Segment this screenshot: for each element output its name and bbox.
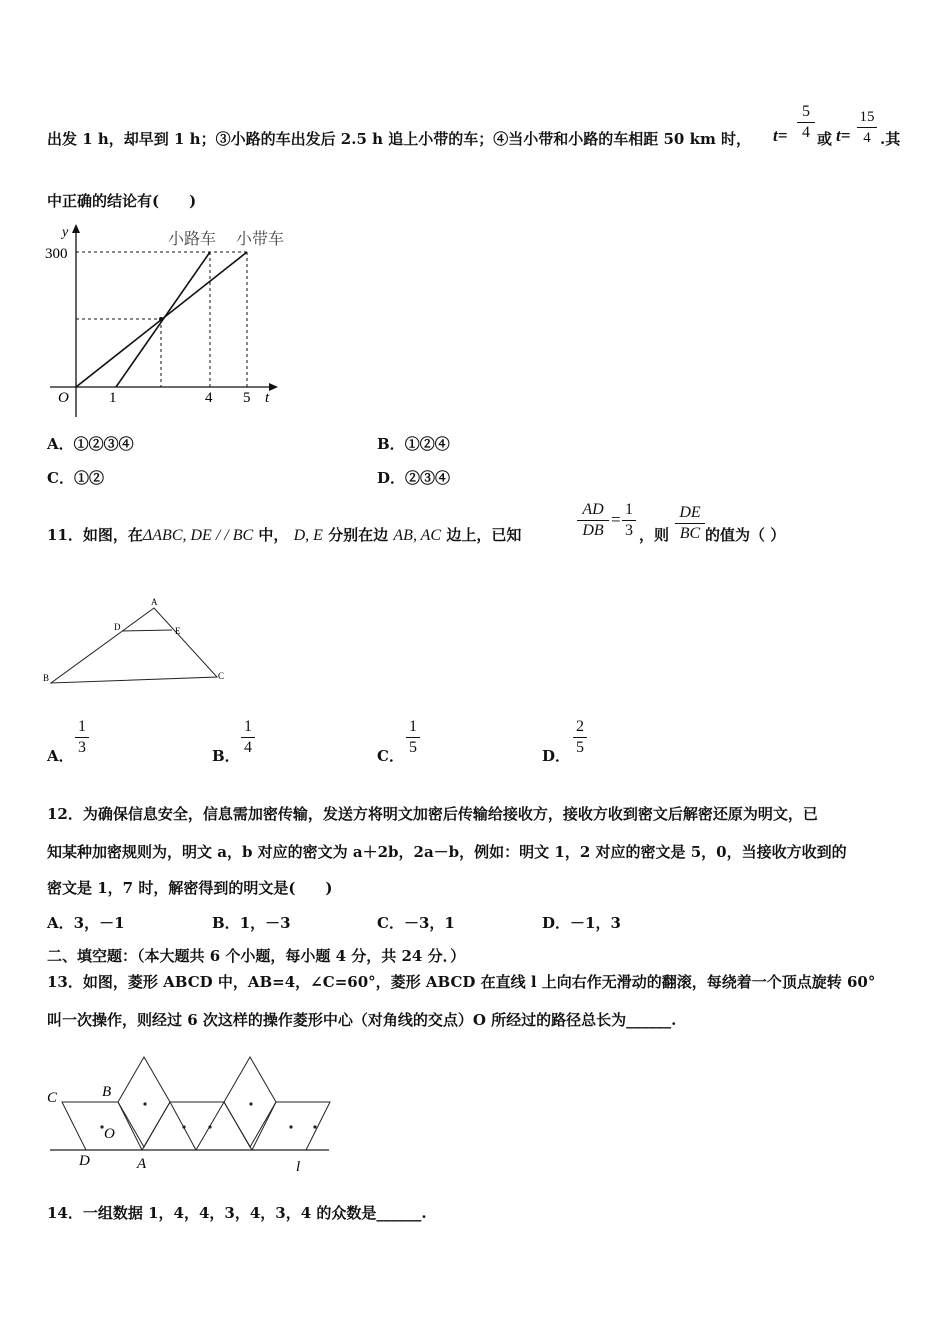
center-6 (289, 1125, 292, 1128)
fraction-de-bc: $\frac{DE}{BC}$ (675, 503, 705, 544)
label-a: A (137, 1156, 147, 1172)
q11-option-d-fraction: $\frac{2}{5}$ (573, 717, 587, 758)
section-2-heading: 二、填空题：（本大题共 6 个小题，每小题 4 分，共 24 分．） (47, 947, 466, 965)
q12-option-b[interactable]: B．1，－3 (212, 914, 291, 932)
origin-label: O (58, 390, 69, 406)
q12-line1: 12．为确保信息安全，信息需加密传输，发送方将明文加密后传输给接收方，接收方收到密文后解密还原为明文，已 (47, 805, 818, 823)
fraction-15-4: $\frac{15}{4}$ (857, 107, 877, 148)
q11-option-a[interactable]: A． (47, 747, 74, 765)
q10-option-d[interactable]: D．②③④ (377, 469, 451, 487)
q10-line1 (47, 128, 751, 149)
q12-line3: 密文是 1，7 时，解密得到的明文是( ) (47, 879, 333, 897)
q14-line1: 14．一组数据 1，4，4，3，4，3，4 的众数是______. (47, 1204, 427, 1222)
t-label-2: t= (836, 126, 851, 145)
y-tick-300: 300 (45, 246, 68, 262)
center-2 (143, 1102, 146, 1105)
fraction-ad-db: $\frac{AD}{DB}$ (577, 500, 609, 541)
q10-option-b[interactable]: B．①②④ (377, 435, 450, 453)
x-tick-4: 4 (205, 390, 213, 406)
q12-line2: 知某种加密规则为，明文 a，b 对应的密文为 a＋2b，2a－b，例如：明文 1，2 对应的密文是 5，0，当接收方收到的 (47, 843, 847, 861)
center-3 (182, 1125, 185, 1128)
q10-option-a[interactable]: A．①②③④ (47, 435, 134, 453)
q12-option-c[interactable]: C．－3，1 (377, 914, 455, 932)
distance-time-graph (40, 222, 300, 422)
q10-line2: 中正确的结论有( ) (47, 192, 197, 210)
label-e: E (175, 626, 181, 636)
x-tick-1: 1 (109, 390, 117, 406)
fraction-1-3: $\frac{1}{3}$ (622, 500, 636, 541)
label-b: B (102, 1084, 112, 1100)
q13-line2: 叫一次操作，则经过 6 次这样的操作菱形中心（对角线的交点）O 所经过的路径总长为______. (47, 1011, 677, 1029)
label-o: O (104, 1126, 115, 1142)
q12-option-a[interactable]: A．3，－1 (47, 914, 125, 932)
label-d: D (114, 622, 121, 632)
triangle-figure (40, 595, 240, 690)
q11-mid4: ，则 (639, 526, 670, 544)
triangle-abc (51, 608, 217, 683)
label-xiaolu: 小路车 (168, 229, 217, 248)
q10-line1-text: 出发 1 h，却早到 1 h；③小路的车出发后 2.5 h 追上小带的车；④当小带和小路的车相距 50 km 时， (47, 130, 752, 148)
q11-option-c[interactable]: C． (377, 747, 404, 765)
y-axis-label: y (62, 225, 69, 240)
q11-suffix: 的值为（ ） (705, 526, 786, 544)
rhombus-5 (224, 1057, 276, 1147)
label-c: C (218, 671, 225, 681)
x-axis-arrow (269, 383, 278, 391)
q11-option-a-fraction: $\frac{1}{3}$ (75, 717, 89, 758)
label-l: l (296, 1159, 301, 1175)
label-xiaodai: 小带车 (236, 229, 285, 248)
x-tick-5: 5 (243, 390, 251, 406)
rhombus-2 (118, 1057, 170, 1147)
q12-option-d[interactable]: D．－1，3 (542, 914, 621, 932)
q10-option-c[interactable]: C．①② (47, 469, 104, 487)
q11-option-d[interactable]: D． (542, 747, 571, 765)
label-b: B (43, 673, 50, 683)
y-axis-arrow (72, 224, 80, 233)
label-d: D (79, 1153, 90, 1169)
center-4 (208, 1125, 211, 1128)
t-label-1: t= (773, 126, 788, 145)
q13-line1: 13．如图，菱形 ABCD 中，AB=4，∠C=60°，菱形 ABCD 在直线 l 上向右作无滑动的翻滚，每绕着一个顶点旋转 60° (47, 973, 876, 991)
q11-option-b[interactable]: B． (212, 747, 240, 765)
q11-option-c-fraction: $\frac{1}{5}$ (406, 717, 420, 758)
label-c: C (47, 1090, 58, 1106)
tail-text: .其 (880, 130, 901, 148)
label-a: A (151, 597, 158, 607)
intersection-point (159, 317, 163, 321)
rhombus-rolling-figure (44, 1052, 334, 1177)
center-7 (313, 1125, 316, 1128)
fraction-5-4: $\frac{5}{4}$ (797, 102, 815, 143)
q11-option-b-fraction: $\frac{1}{4}$ (241, 717, 255, 758)
q11-line: 11．如图，在ΔABC, DE / / BC 中， D, E 分别在边 AB, AC 边上，已知 (47, 526, 522, 544)
segment-de (122, 630, 172, 631)
equals-sign: = (611, 510, 621, 529)
x-axis-label: t (265, 390, 270, 406)
or-text: 或 (817, 130, 833, 148)
q11-triangle: ΔABC, DE / / BC (142, 527, 254, 544)
center-5 (249, 1102, 252, 1105)
